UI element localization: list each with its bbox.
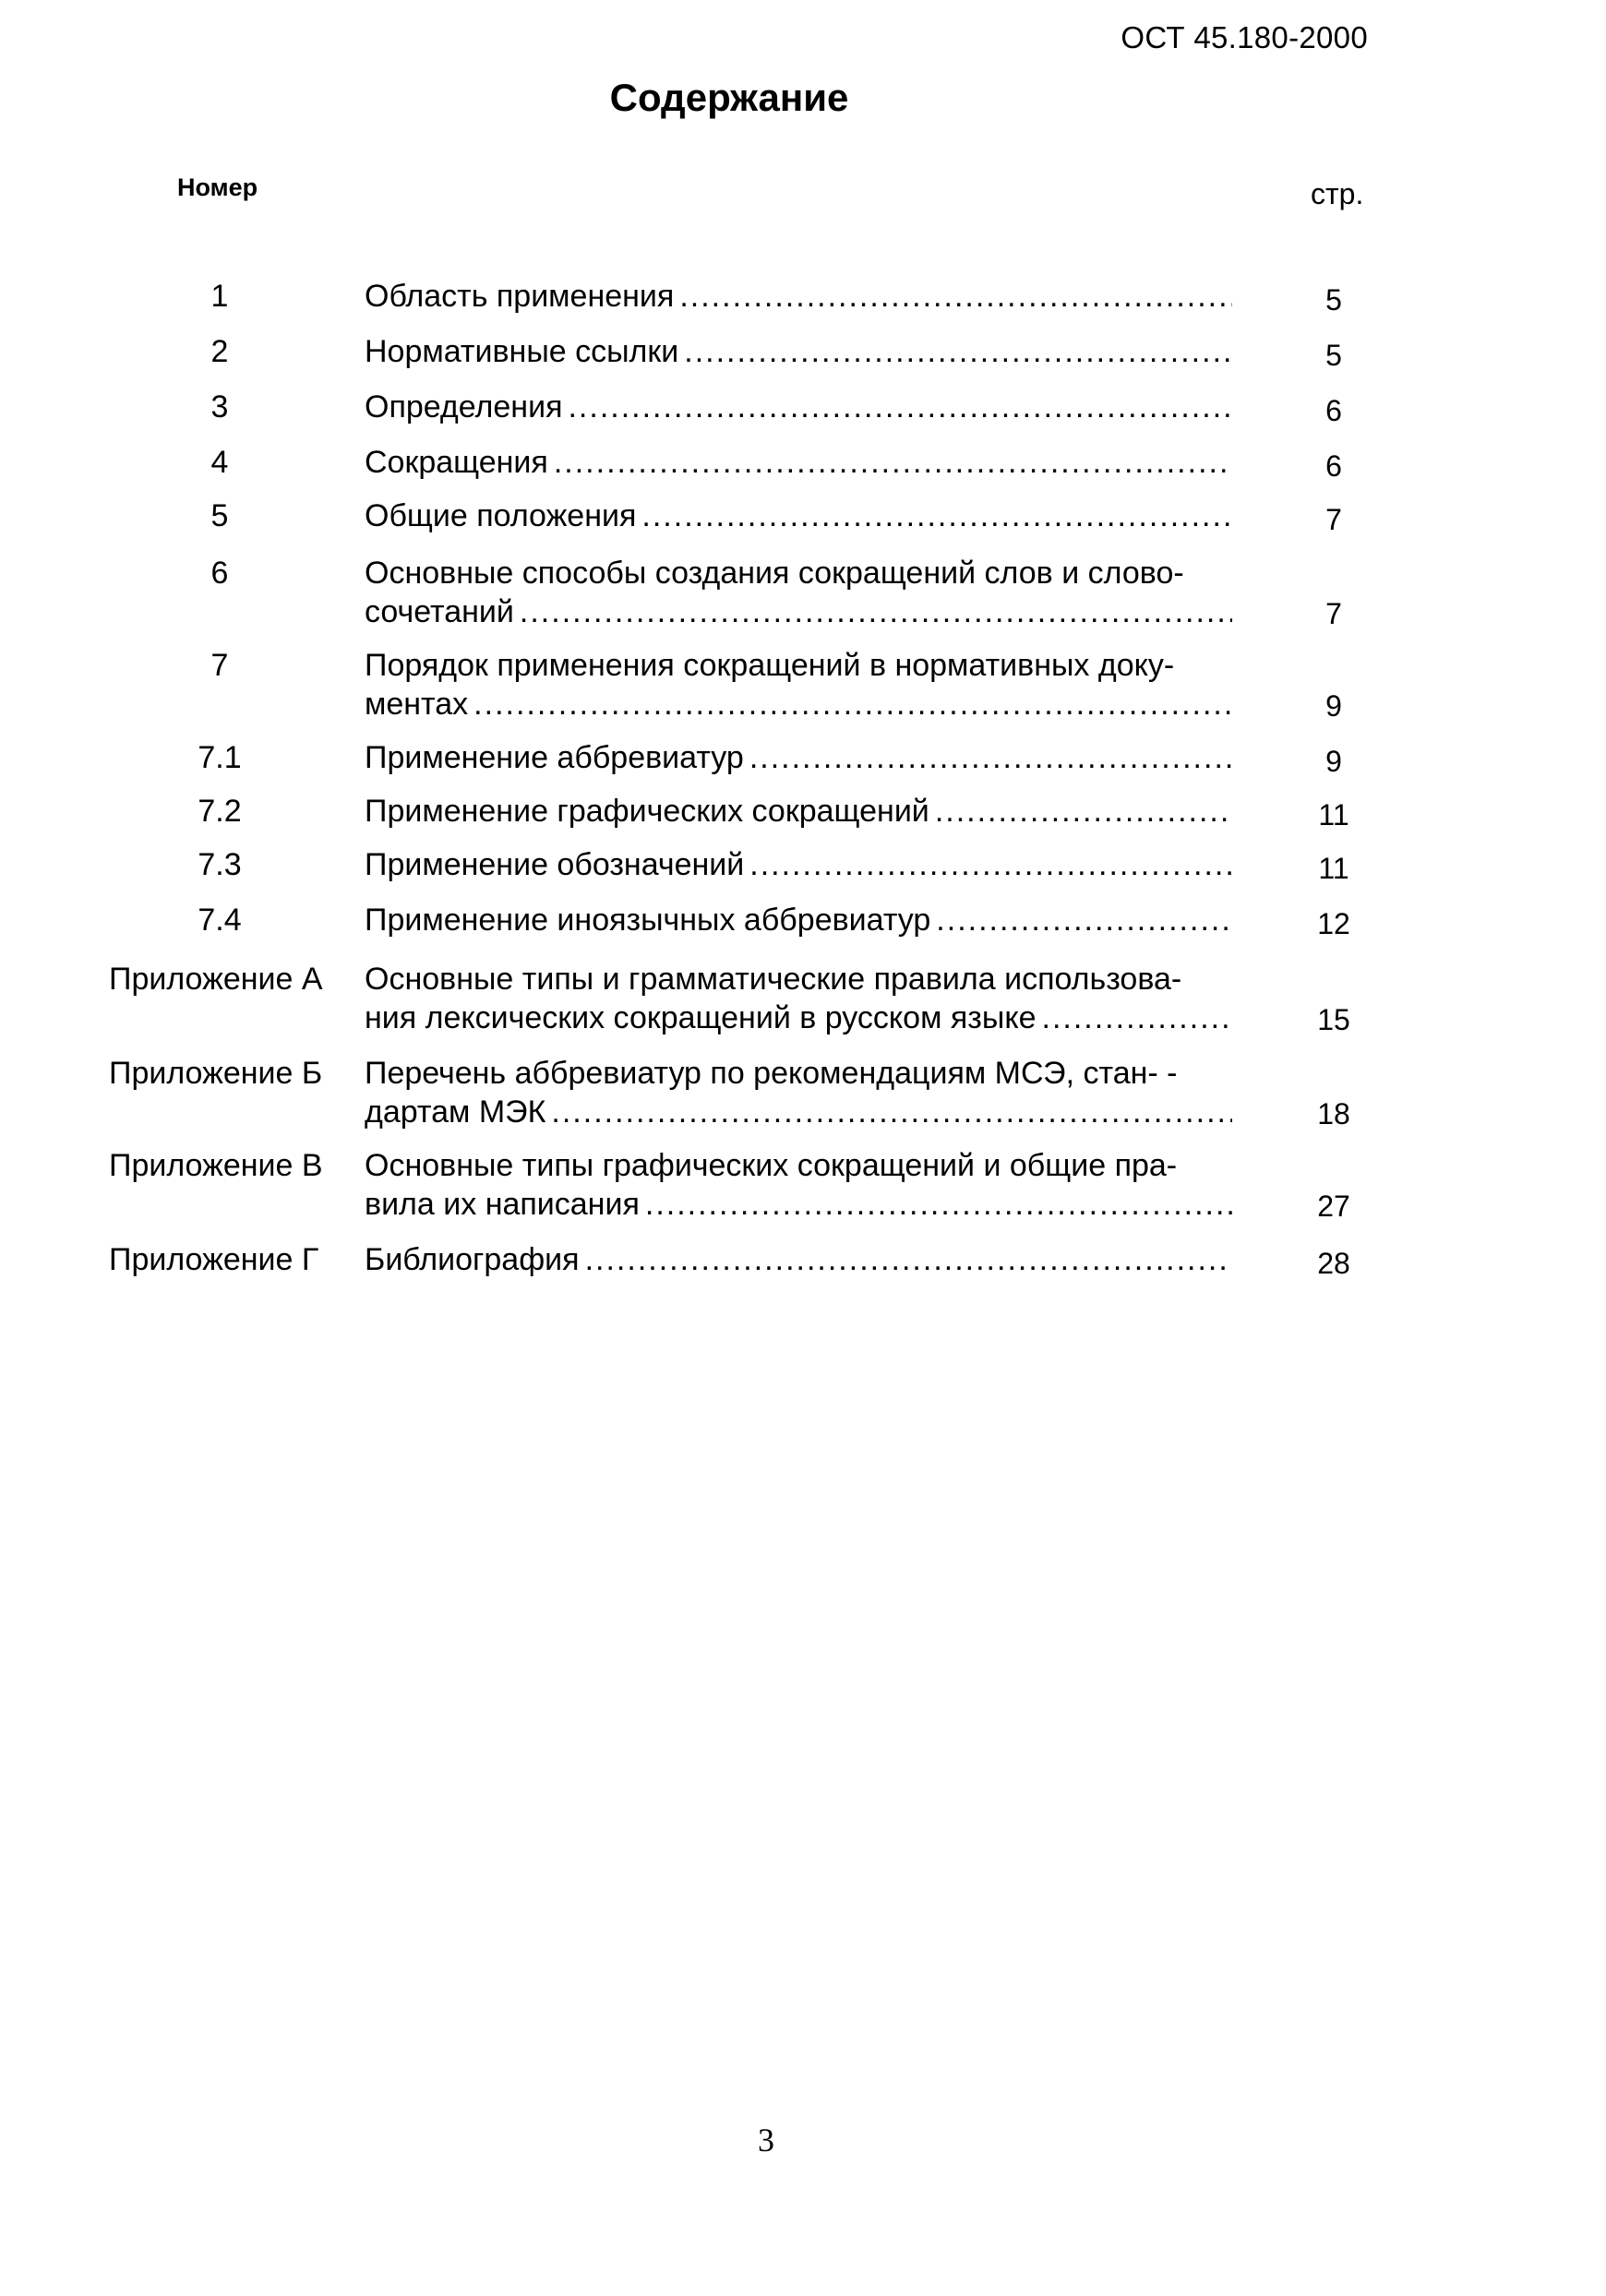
toc-entry-page: 9 — [1325, 689, 1342, 723]
toc-entry-text: Сокращения — [365, 445, 548, 480]
toc-entry-number: Приложение Б — [109, 1056, 323, 1091]
dot-leader — [679, 277, 1232, 316]
dot-leader — [645, 1185, 1232, 1224]
toc-entry-title — [365, 1240, 1232, 1279]
toc-entry-number: 5 — [210, 498, 229, 533]
toc-entry-line — [365, 592, 1232, 631]
dot-leader — [936, 901, 1232, 939]
toc-entry-text: Порядок применения сокращений в нормативных доку- — [365, 648, 1175, 683]
toc-entry-number: Приложение В — [109, 1148, 323, 1183]
toc-entry-number: 4 — [210, 445, 229, 480]
toc-entry-page: 11 — [1318, 852, 1349, 885]
toc-entry-title — [365, 443, 1232, 482]
dot-leader — [520, 592, 1232, 631]
toc-entry-text: Основные типы графических сокращений и общие пра- — [365, 1148, 1178, 1183]
toc-entry-number: 2 — [210, 334, 229, 369]
toc-entry-text: Общие положения — [365, 498, 637, 533]
toc-entry-line — [365, 999, 1232, 1037]
toc-entry-title — [365, 738, 1232, 777]
toc-entry-text: Область применения — [365, 279, 675, 314]
toc-entry-text: Применение графических сокращений — [365, 794, 929, 829]
dot-leader — [551, 1093, 1232, 1131]
toc-entry-title — [365, 1146, 1232, 1224]
dot-leader — [749, 738, 1232, 777]
toc-entry-text: вила их написания — [365, 1187, 640, 1222]
toc-entry-line — [365, 960, 1232, 999]
number-column-header: Номер — [177, 173, 258, 201]
toc-entry-title — [365, 1054, 1232, 1131]
toc-entry-text: ментах — [365, 687, 469, 722]
toc-entry-line — [365, 738, 1232, 777]
toc-entry-page: 27 — [1317, 1190, 1350, 1223]
toc-entry-title — [365, 845, 1232, 884]
toc-entry-line — [365, 792, 1232, 831]
toc-entry-number: 7.3 — [198, 847, 242, 882]
toc-entry-title — [365, 901, 1232, 939]
toc-entry-number: Приложение А — [109, 962, 323, 997]
toc-entry-page: 6 — [1325, 394, 1342, 427]
toc-entry-page: 7 — [1325, 597, 1342, 630]
toc-entry-text: Библиография — [365, 1242, 580, 1277]
toc-entry-page: 5 — [1325, 339, 1342, 372]
toc-entry-page: 7 — [1325, 503, 1342, 536]
toc-entry-text: Основные типы и грамматические правила использова- — [365, 962, 1182, 997]
toc-entry-text: ния лексических сокращений в русском языке — [365, 1000, 1037, 1035]
toc-entry-number: 7.1 — [198, 740, 242, 775]
toc-entry-text: Применение обозначений — [365, 847, 745, 882]
toc-entry-text: Нормативные ссылки — [365, 334, 679, 369]
toc-entry-text: дартам МЭК — [365, 1094, 546, 1130]
toc-entry-page: 18 — [1317, 1097, 1350, 1130]
toc-entry-line — [365, 388, 1232, 426]
toc-entry-line — [365, 646, 1232, 685]
toc-entry-title — [365, 646, 1232, 723]
toc-entry-number: 7.4 — [198, 903, 242, 938]
page-number: 3 — [758, 2122, 774, 2158]
page-title: Содержание — [609, 76, 849, 119]
toc-entry-number: Приложение Г — [109, 1242, 319, 1277]
toc-entry-title — [365, 496, 1232, 535]
toc-entry-text: Определения — [365, 389, 563, 425]
toc-entry-number: 6 — [210, 556, 229, 591]
dot-leader — [684, 332, 1232, 371]
toc-entry-page: 28 — [1317, 1247, 1350, 1280]
toc-entry-page: 9 — [1325, 745, 1342, 778]
toc-entry-line — [365, 1054, 1232, 1093]
toc-entry-line — [365, 1185, 1232, 1224]
toc-entry-page: 12 — [1317, 907, 1350, 940]
toc-entry-line — [365, 845, 1232, 884]
toc-entry-line — [365, 277, 1232, 316]
toc-entry-line — [365, 685, 1232, 723]
toc-entry-line — [365, 496, 1232, 535]
toc-entry-line — [365, 332, 1232, 371]
toc-entry-line — [365, 1093, 1232, 1131]
dot-leader — [554, 443, 1232, 482]
toc-entry-number: 3 — [210, 389, 229, 425]
toc-entry-title — [365, 792, 1232, 831]
toc-entry-page: 6 — [1325, 449, 1342, 483]
dot-leader — [749, 845, 1232, 884]
toc-entry-text: Применение аббревиатур — [365, 740, 744, 775]
toc-entry-line — [365, 1240, 1232, 1279]
toc-entry-number: 7 — [210, 648, 229, 683]
dot-leader — [641, 496, 1232, 535]
toc-entry-title — [365, 554, 1232, 631]
toc-entry-page: 11 — [1318, 798, 1349, 831]
toc-entry-line — [365, 901, 1232, 939]
document-code: ОСТ 45.180-2000 — [1121, 20, 1368, 54]
toc-entry-line — [365, 1146, 1232, 1185]
toc-entry-title — [365, 332, 1232, 371]
toc-entry-page: 15 — [1317, 1003, 1350, 1036]
toc-entry-number: 7.2 — [198, 794, 242, 829]
toc-entry-title — [365, 388, 1232, 426]
toc-entry-line — [365, 443, 1232, 482]
page-column-header: стр. — [1311, 177, 1364, 210]
toc-entry-text: Применение иноязычных аббревиатур — [365, 903, 931, 938]
dot-leader — [568, 388, 1232, 426]
toc-entry-line — [365, 554, 1232, 592]
toc-entry-page: 5 — [1325, 283, 1342, 317]
toc-entry-text: сочетаний — [365, 594, 514, 629]
toc-entry-title — [365, 960, 1232, 1037]
toc-entry-text: Основные способы создания сокращений слов и слово- — [365, 556, 1184, 591]
dot-leader — [473, 685, 1232, 723]
toc-entry-text: Перечень аббревиатур по рекомендациям МСЭ, стан- - — [365, 1056, 1178, 1091]
toc-entry-title — [365, 277, 1232, 316]
dot-leader — [935, 792, 1232, 831]
dot-leader — [1042, 999, 1233, 1037]
dot-leader — [585, 1240, 1232, 1279]
toc-entry-number: 1 — [210, 279, 229, 314]
